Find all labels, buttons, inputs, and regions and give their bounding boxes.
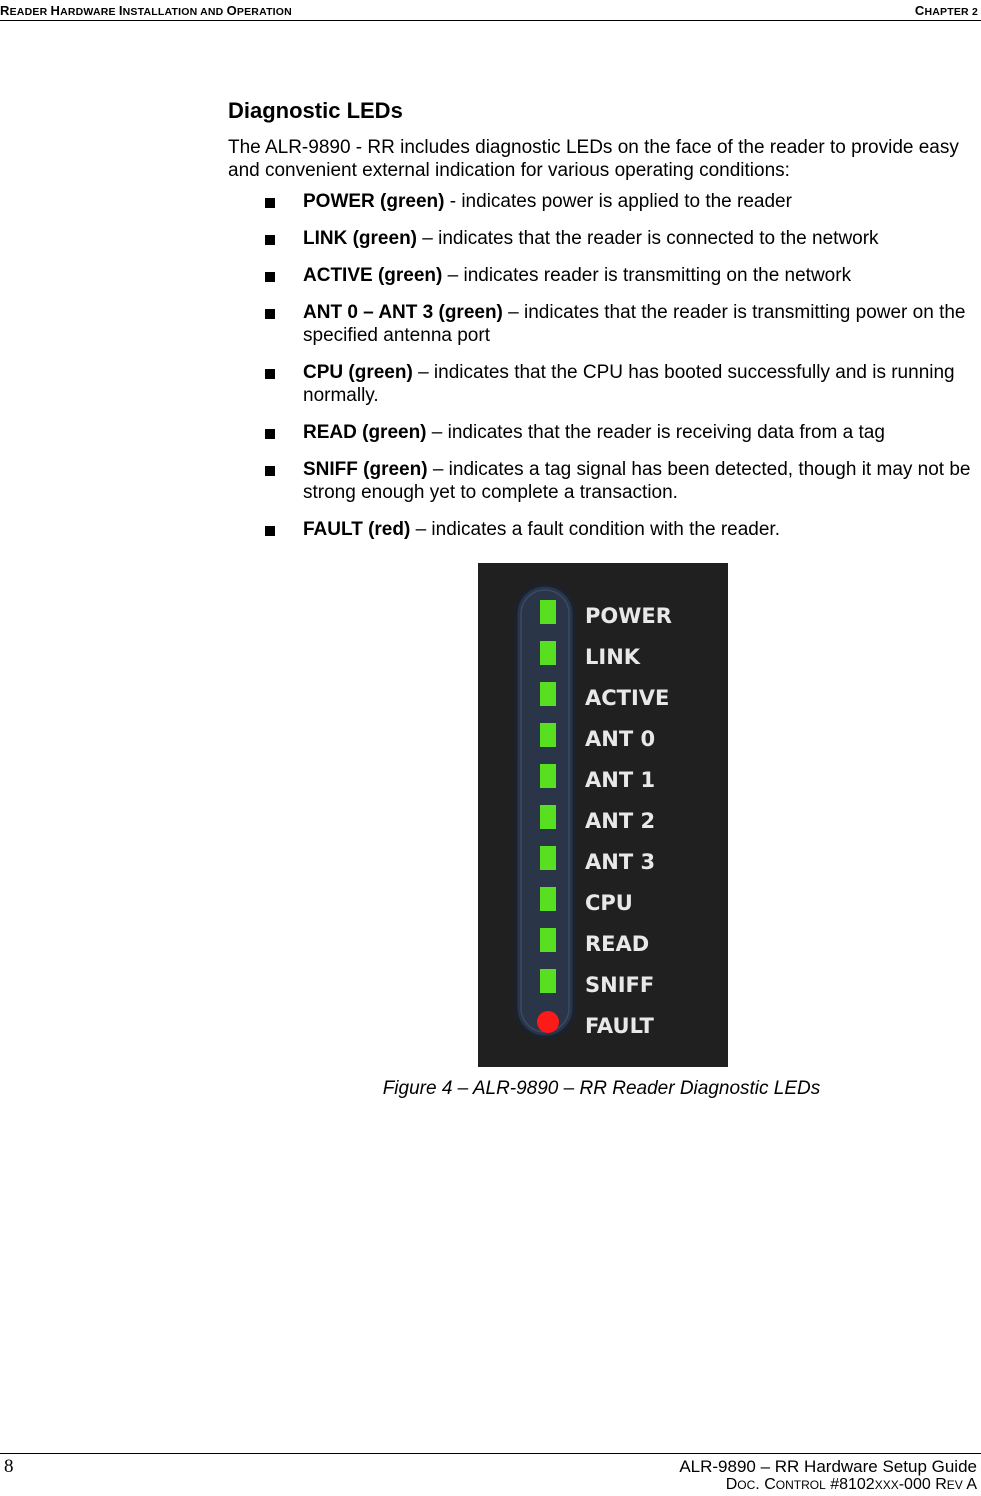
green-led-indicator xyxy=(540,887,556,911)
fault-led-indicator xyxy=(537,1011,559,1033)
led-list xyxy=(228,190,973,541)
led-description: – indicates that the reader is receiving data from a tag xyxy=(426,422,885,443)
green-led-indicator xyxy=(540,641,556,665)
led-list-item xyxy=(228,301,973,347)
panel-label: FAULT xyxy=(585,1014,654,1038)
square-bullet-icon xyxy=(265,235,275,245)
panel-label: ANT 1 xyxy=(585,768,656,792)
page-number: 8 xyxy=(4,1456,14,1477)
led-description: – indicates that the reader is transmitting power on the specified antenna port xyxy=(303,302,966,346)
led-name: CPU (green) xyxy=(303,362,413,383)
led-panel-image xyxy=(478,563,728,1067)
led-name: LINK (green) xyxy=(303,228,417,249)
led-name: READ (green) xyxy=(303,422,427,443)
led-name: POWER (green) xyxy=(303,191,445,212)
green-led-indicator xyxy=(540,723,556,747)
panel-label: ANT 0 xyxy=(585,727,656,751)
green-led-indicator xyxy=(540,682,556,706)
led-name: ANT 0 – ANT 3 (green) xyxy=(303,302,503,323)
square-bullet-icon xyxy=(265,272,275,282)
led-list-item xyxy=(228,190,973,213)
green-led-indicator xyxy=(540,764,556,788)
square-bullet-icon xyxy=(265,198,275,208)
panel-label: ACTIVE xyxy=(585,686,670,710)
square-bullet-icon xyxy=(265,526,275,536)
header-chapter: CHAPTER 2 xyxy=(914,3,978,18)
led-list-item xyxy=(228,458,973,504)
panel-label: POWER xyxy=(585,604,672,628)
led-name: ACTIVE (green) xyxy=(303,265,443,286)
green-led-indicator xyxy=(540,928,556,952)
section-title: Diagnostic LEDs xyxy=(228,98,403,123)
led-description: – indicates a fault condition with the reader. xyxy=(410,519,780,540)
panel-label: READ xyxy=(585,932,650,956)
main-content xyxy=(228,96,973,555)
led-list-item xyxy=(228,518,973,541)
led-list-item xyxy=(228,264,973,287)
green-led-indicator xyxy=(540,805,556,829)
figure-caption: Figure 4 – ALR-9890 – RR Reader Diagnostic LEDs xyxy=(382,1078,821,1099)
led-name: SNIFF (green) xyxy=(303,459,428,480)
led-list-item xyxy=(228,421,973,444)
led-description: - indicates power is applied to the reader xyxy=(444,191,792,212)
led-panel-figure xyxy=(478,563,728,1067)
panel-label: ANT 2 xyxy=(585,809,656,833)
led-list-item xyxy=(228,361,973,407)
led-description: – indicates that the CPU has booted successfully and is running normally. xyxy=(303,362,955,406)
led-name: FAULT (red) xyxy=(303,519,411,540)
panel-label: LINK xyxy=(585,645,641,669)
footer-doc-control: DOC. CONTROL #8102XXX-000 REV A xyxy=(725,1476,977,1493)
square-bullet-icon xyxy=(265,466,275,476)
led-list-item xyxy=(228,227,973,250)
panel-label: ANT 3 xyxy=(585,850,656,874)
page-header xyxy=(0,0,981,21)
green-led-indicator xyxy=(540,600,556,624)
square-bullet-icon xyxy=(265,309,275,319)
led-description: – indicates reader is transmitting on the network xyxy=(442,265,852,286)
square-bullet-icon xyxy=(265,429,275,439)
page-footer xyxy=(0,1453,981,1496)
footer-guide-title: ALR-9890 – RR Hardware Setup Guide xyxy=(679,1457,977,1476)
panel-label: SNIFF xyxy=(585,973,655,997)
green-led-indicator xyxy=(540,969,556,993)
section-intro: The ALR-9890 - RR includes diagnostic LEDs on the face of the reader to provide easy and convenient external indication for various operating conditions: xyxy=(228,137,959,181)
square-bullet-icon xyxy=(265,369,275,379)
led-description: – indicates a tag signal has been detected, though it may not be strong enough yet to complete a transaction. xyxy=(303,459,971,503)
led-description: – indicates that the reader is connected to the network xyxy=(417,228,879,249)
header-section-title: READER HARDWARE INSTALLATION AND OPERATION xyxy=(0,3,292,18)
panel-label: CPU xyxy=(585,891,633,915)
green-led-indicator xyxy=(540,846,556,870)
